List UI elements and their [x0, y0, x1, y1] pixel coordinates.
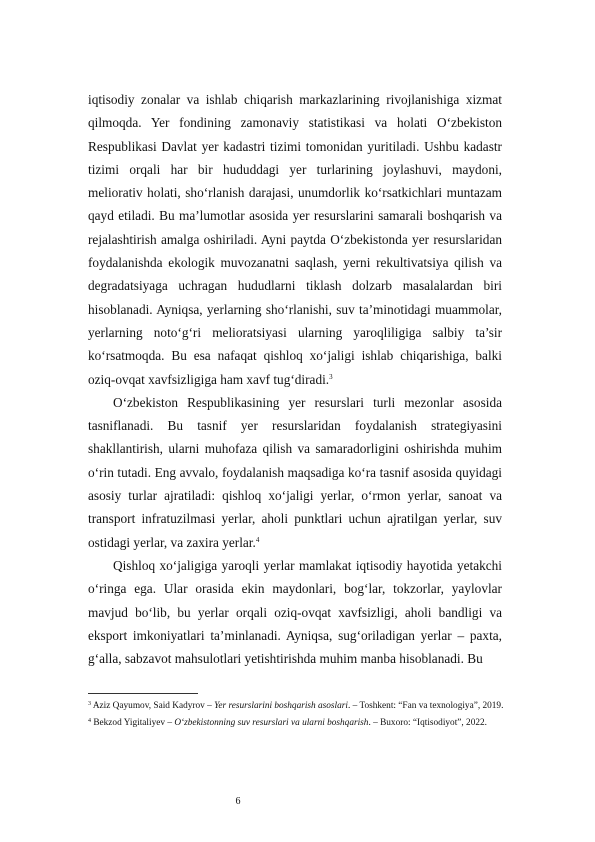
paragraph-1 [88, 88, 502, 391]
footnote-number: 3 [88, 701, 91, 707]
footnote-publisher: . – Toshkent: “Fan va texnologiya”, 2019. [348, 701, 504, 711]
footnote-number: 4 [88, 718, 91, 725]
footnote-title: Yer resurslarini boshqarish asoslari [214, 701, 348, 711]
footnote-3 [88, 698, 508, 715]
footnotes [88, 693, 508, 732]
paragraph-3 [88, 554, 502, 670]
footnote-title: O‘zbekistonning suv resurslari va ularni boshqarish [174, 718, 369, 729]
footnote-publisher: . – Buxoro: “Iqtisodiyot”, 2022. [368, 718, 487, 729]
paragraph-1-text: iqtisodiy zonalar va ishlab chiqarish markazlarining rivojlanishiga xizmat qilmoqda. Yer fondining zamonaviy statistikasi va holati O‘zbekiston Respublikasi Davlat yer kadastri tizimi tomonidan yuritiladi. Ushbu kadastr tizimi orqali har bir hududdagi yer turlarining joylashuvi, maydoni, meliorativ holati, sho‘rlanish darajasi, unumdorlik ko‘rsatkichlari muntazam qayd etiladi. Bu ma’lumotlar asosida yer resurslarini samarali boshqarish va rejalashtirish amalga oshiriladi. Ayni paytda O‘zbekistonda yer resurslaridan foydalanishda ekologik muvozanatni saqlash, yerni rekultivatsiya qilish va degradatsiyaga uchragan hududlarni tiklash dolzarb masalalardan biri hisoblanadi. Ayniqsa, yerlarning sho‘rlanishi, suv ta’minotidagi muammolar, yerlarning noto‘g‘ri melioratsiyasi ularning yaroqliligiga salbiy ta’sir ko‘rsatmoqda. Bu esa nafaqat qishloq xo‘jaligi ishlab chiqarishiga, balki oziq-ovqat xavfsizligiga ham xavf tug‘diradi. [88, 92, 502, 387]
footnote-ref-4[interactable]: 4 [255, 535, 260, 544]
footnote-4 [88, 715, 508, 732]
body-text [88, 88, 502, 670]
paragraph-2-text: O‘zbekiston Respublikasining yer resurslari turli mezonlar asosida tasniflanadi. Bu tasnif yer resurslaridan foydalanish strategiyasini shakllantirish, ularni muhofaza qilish va samaradorligini oshirishda muhim o‘rin tutadi. Eng avvalo, foydalanish maqsadiga ko‘ra tasnif asosida quyidagi asosiy turlar ajratiladi: qishloq xo‘jaligi yerlar, o‘rmon yerlar, sanoat va transport infratuzilmasi yerlar, aholi punktlari uchun ajratilgan yerlar, suv ostidagi yerlar, va zaxira yerlar. [88, 394, 502, 550]
paragraph-3-text: Qishloq xo‘jaligiga yaroqli yerlar mamlakat iqtisodiy hayotida yetakchi o‘ringa ega. Ular orasida ekin maydonlari, bog‘lar, tokzorlar, yaylovlar mavjud bo‘lib, bu yerlar orqali oziq-ovqat xavfsizligi, aholi bandligi va eksport imkoniyatlari ta’minlanadi. Ayniqsa, sug‘oriladigan yerlar – paxta, g‘alla, sabzavot mahsulotlari yetishtirishda muhim manba hisoblanadi. Bu [88, 557, 502, 667]
footnote-author: Aziz Qayumov, Said Kadyrov – [92, 701, 212, 711]
page-number: 6 [235, 796, 241, 807]
paragraph-2 [88, 391, 502, 554]
footnote-separator [88, 693, 198, 694]
footnote-author: Bekzod Yigitaliyev – [93, 718, 172, 729]
footnote-ref-3[interactable]: 3 [329, 372, 333, 381]
